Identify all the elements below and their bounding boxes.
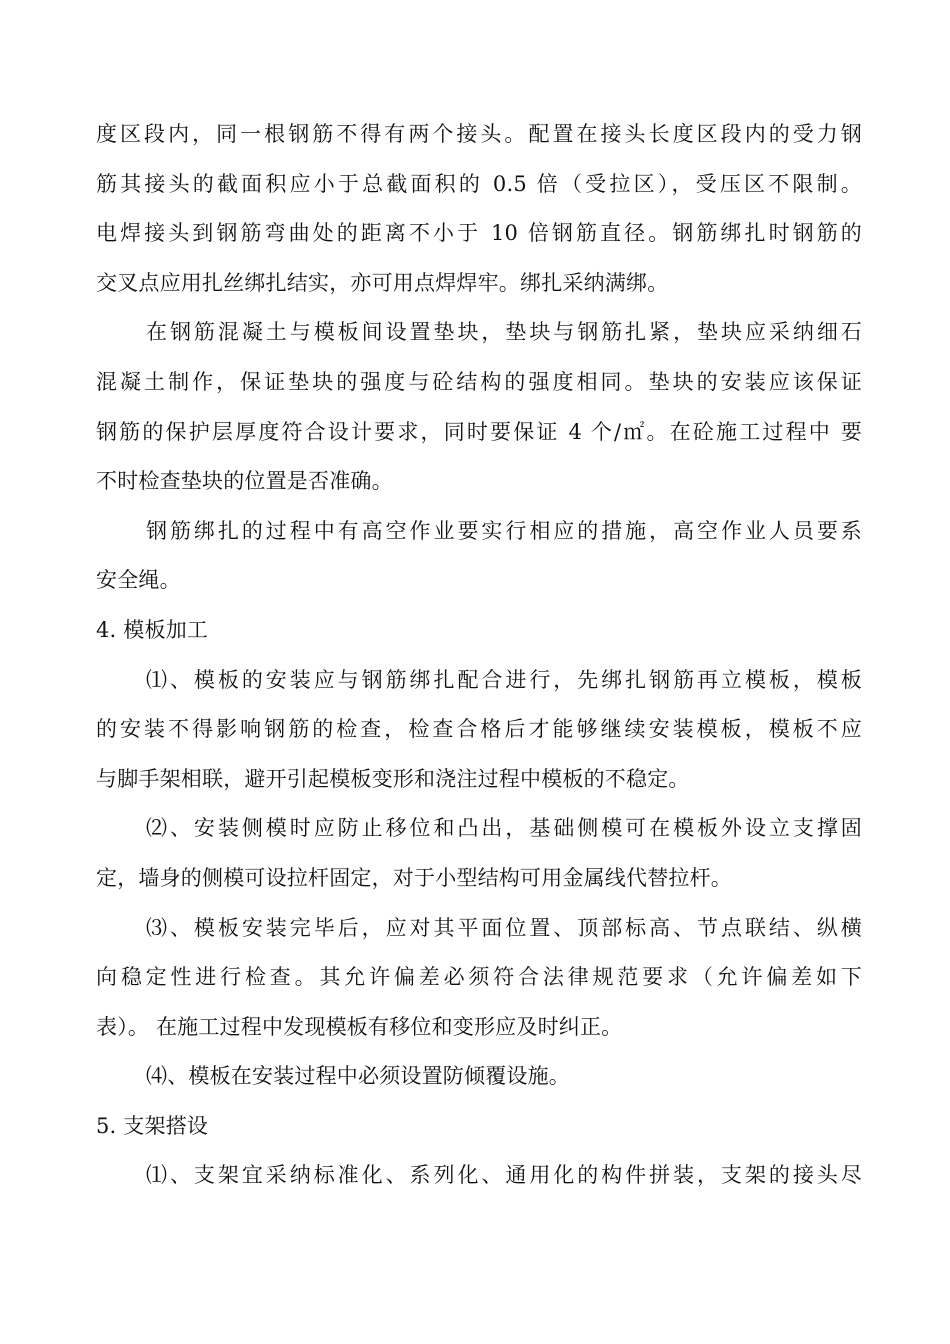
text-line: 混凝土制作，保证垫块的强度与砼结构的强度相同。垫块的安装应该保证 bbox=[96, 369, 862, 394]
text-line: 钢筋绑扎的过程中有高空作业要实行相应的措施，高空作业人员要系 bbox=[146, 518, 862, 543]
text-line: 筋其接头的截面积应小于总截面积的 0.5 倍（受拉区），受压区不限制。 bbox=[96, 171, 862, 196]
text-line: ⑶、模板安装完毕后，应对其平面位置、顶部标高、节点联结、纵横 bbox=[146, 915, 862, 940]
text-line: 交叉点应用扎丝绑扎结实，亦可用点焊焊牢。绑扎采纳满绑。 bbox=[96, 270, 669, 295]
text-line: 的安装不得影响钢筋的检查，检查合格后才能够继续安装模板，模板不应 bbox=[96, 717, 862, 742]
text-line: 度区段内，同一根钢筋不得有两个接头。配置在接头长度区段内的受力钢 bbox=[96, 122, 862, 146]
document-body bbox=[96, 110, 862, 1201]
text-line: 安全绳。 bbox=[96, 568, 181, 593]
text-line: 表）。 在施工过程中发现模板有移位和变形应及时纠正。 bbox=[96, 1014, 623, 1039]
text-line: 在钢筋混凝土与模板间设置垫块，垫块与钢筋扎紧，垫块应采纳细石 bbox=[146, 320, 862, 345]
text-line: ⑴、支架宜采纳标准化、系列化、通用化的构件拼装，支架的接头尽 bbox=[146, 1163, 862, 1188]
text-line: 不时检查垫块的位置是否准确。 bbox=[96, 469, 393, 494]
text-line: ⑷、模板在安装过程中必须设置防倾覆设施。 bbox=[146, 1064, 570, 1089]
text-line: 5. 支架搭设 bbox=[96, 1113, 209, 1138]
text-line: ⑵、安装侧模时应防止移位和凸出，基础侧模可在模板外设立支撑固 bbox=[146, 816, 862, 841]
text-line: 定，墙身的侧模可设拉杆固定，对于小型结构可用金属线代替拉杆。 bbox=[96, 865, 732, 890]
text-line: 向稳定性进行检查。其允许偏差必须符合法律规范要求（允许偏差如下 bbox=[96, 965, 862, 990]
text-line: 电焊接头到钢筋弯曲处的距离不小于 10 倍钢筋直径。钢筋绑扎时钢筋的 bbox=[96, 221, 862, 246]
text-line: 4. 模板加工 bbox=[96, 617, 209, 642]
text-line: ⑴、模板的安装应与钢筋绑扎配合进行，先绑扎钢筋再立模板，模板 bbox=[146, 667, 862, 692]
text-line: 钢筋的保护层厚度符合设计要求，同时要保证 4 个/㎡。在砼施工过程中 要 bbox=[96, 419, 862, 444]
text-line: 与脚手架相联，避开引起模板变形和浇注过程中模板的不稳定。 bbox=[96, 766, 690, 791]
